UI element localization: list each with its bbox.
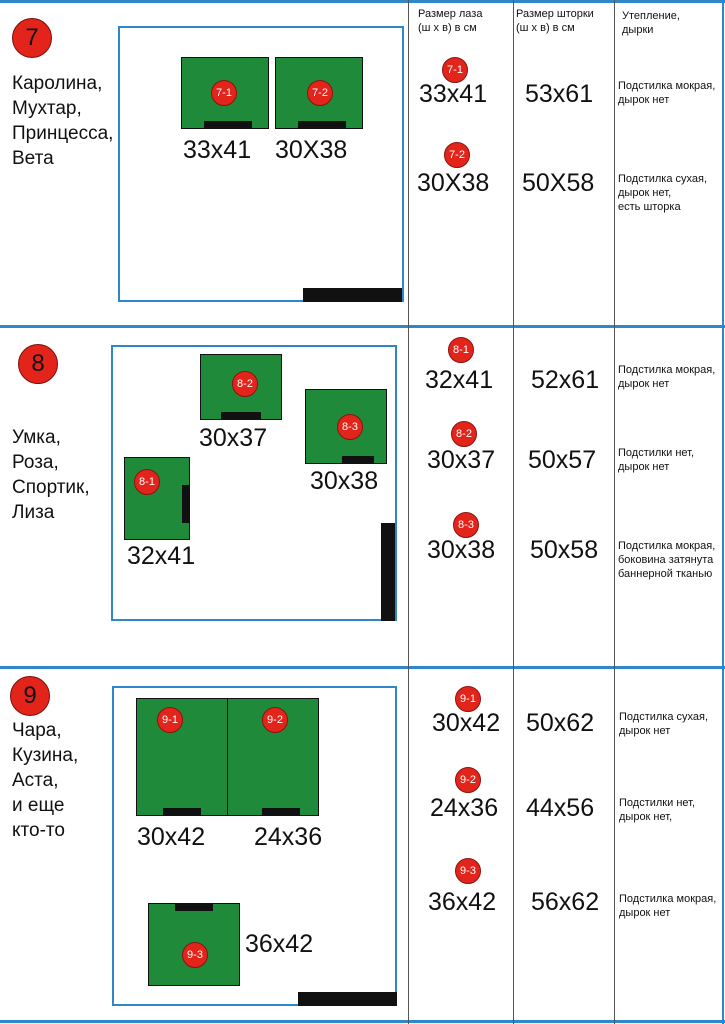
insulation-note: Подстилка мокрая, боковина затянута баннерной тканью bbox=[618, 540, 716, 580]
column-divider-notes bbox=[614, 0, 615, 1024]
insulation-note: Подстилка мокрая, дырок нет bbox=[619, 893, 717, 919]
house-entrance bbox=[221, 412, 261, 419]
house-entrance bbox=[262, 808, 300, 815]
house-size-label: 30x42 bbox=[137, 823, 206, 851]
insulation-note: Подстилка мокрая, дырок нет bbox=[618, 80, 716, 106]
house-badge: 7-2 bbox=[307, 80, 333, 106]
house-entrance bbox=[182, 485, 189, 523]
house-badge: 8-2 bbox=[232, 371, 258, 397]
laz-size-value: 30X38 bbox=[417, 169, 490, 197]
house-entrance bbox=[298, 121, 346, 128]
dog-names: Каролина, Мухтар, Принцесса, Вета bbox=[12, 73, 114, 169]
column-divider-laz bbox=[408, 0, 409, 1024]
laz-size-value: 33x41 bbox=[419, 80, 488, 108]
curtain-size-value: 50x57 bbox=[528, 446, 597, 474]
header-curtain-size: Размер шторки (ш х в) в см bbox=[516, 8, 594, 34]
insulation-note: Подстилка сухая, дырок нет, есть шторка bbox=[618, 173, 708, 213]
row-badge: 8-1 bbox=[448, 337, 474, 363]
row-badge: 9-1 bbox=[455, 686, 481, 712]
enclosure-door bbox=[303, 288, 402, 302]
header-laz-size: Размер лаза (ш х в) в см bbox=[418, 8, 483, 34]
house-badge: 9-2 bbox=[262, 707, 288, 733]
curtain-size-value: 50x62 bbox=[526, 709, 595, 737]
section-number-badge: 7 bbox=[12, 18, 52, 58]
house-badge: 9-1 bbox=[157, 707, 183, 733]
insulation-note: Подстилки нет, дырок нет bbox=[618, 447, 695, 473]
dog-house-8-1 bbox=[124, 457, 190, 540]
house-size-label: 30X38 bbox=[275, 136, 348, 164]
dog-names: Чара, Кузина, Аста, и еще кто-то bbox=[12, 720, 79, 841]
enclosure-door bbox=[381, 523, 395, 621]
house-entrance bbox=[342, 456, 374, 463]
house-entrance bbox=[163, 808, 201, 815]
section-divider-bottom bbox=[0, 1020, 725, 1023]
curtain-size-value: 50X58 bbox=[522, 169, 595, 197]
house-size-label: 30x37 bbox=[199, 424, 268, 452]
dog-house-8-3 bbox=[305, 389, 387, 464]
row-badge: 9-2 bbox=[455, 767, 481, 793]
dog-house-8-2 bbox=[200, 354, 282, 420]
enclosure-door bbox=[298, 992, 397, 1006]
house-badge: 8-1 bbox=[134, 469, 160, 495]
house-entrance bbox=[175, 904, 213, 911]
section-divider-8-9 bbox=[0, 666, 725, 669]
row-badge: 7-2 bbox=[444, 142, 470, 168]
laz-size-value: 36x42 bbox=[428, 888, 497, 916]
curtain-size-value: 53x61 bbox=[525, 80, 594, 108]
curtain-size-value: 44x56 bbox=[526, 794, 595, 822]
dog-house-7-2 bbox=[275, 57, 363, 129]
house-size-label: 36x42 bbox=[245, 930, 314, 958]
laz-size-value: 24x36 bbox=[430, 794, 499, 822]
dog-house-9-3 bbox=[148, 903, 240, 986]
insulation-note: Подстилки нет, дырок нет, bbox=[619, 797, 696, 823]
house-size-label: 32x41 bbox=[127, 542, 196, 570]
section-divider-top bbox=[0, 0, 725, 3]
insulation-note: Подстилка сухая, дырок нет bbox=[619, 711, 709, 737]
house-badge: 8-3 bbox=[337, 414, 363, 440]
curtain-size-value: 56x62 bbox=[531, 888, 600, 916]
curtain-size-value: 52x61 bbox=[531, 366, 600, 394]
dog-house-7-1 bbox=[181, 57, 269, 129]
header-insulation: Утепление, дырки bbox=[622, 10, 680, 36]
insulation-note: Подстилка мокрая, дырок нет bbox=[618, 364, 716, 390]
row-badge: 7-1 bbox=[442, 57, 468, 83]
house-badge: 7-1 bbox=[211, 80, 237, 106]
dog-house-9-1 bbox=[136, 698, 228, 816]
section-number-badge: 9 bbox=[10, 676, 50, 716]
dog-house-9-2 bbox=[227, 698, 319, 816]
laz-size-value: 30x42 bbox=[432, 709, 501, 737]
section-divider-7-8 bbox=[0, 325, 725, 328]
column-divider-right bbox=[722, 0, 724, 1024]
house-badge: 9-3 bbox=[182, 942, 208, 968]
house-size-label: 24x36 bbox=[254, 823, 323, 851]
dog-names: Умка, Роза, Спортик, Лиза bbox=[12, 427, 90, 523]
row-badge: 8-2 bbox=[451, 421, 477, 447]
row-badge: 8-3 bbox=[453, 512, 479, 538]
laz-size-value: 30x37 bbox=[427, 446, 496, 474]
row-badge: 9-3 bbox=[455, 858, 481, 884]
house-size-label: 33x41 bbox=[183, 136, 252, 164]
section-number-badge: 8 bbox=[18, 344, 58, 384]
curtain-size-value: 50x58 bbox=[530, 536, 599, 564]
column-divider-curtain bbox=[513, 0, 514, 1024]
laz-size-value: 32x41 bbox=[425, 366, 494, 394]
laz-size-value: 30x38 bbox=[427, 536, 496, 564]
house-size-label: 30x38 bbox=[310, 467, 379, 495]
house-entrance bbox=[204, 121, 252, 128]
